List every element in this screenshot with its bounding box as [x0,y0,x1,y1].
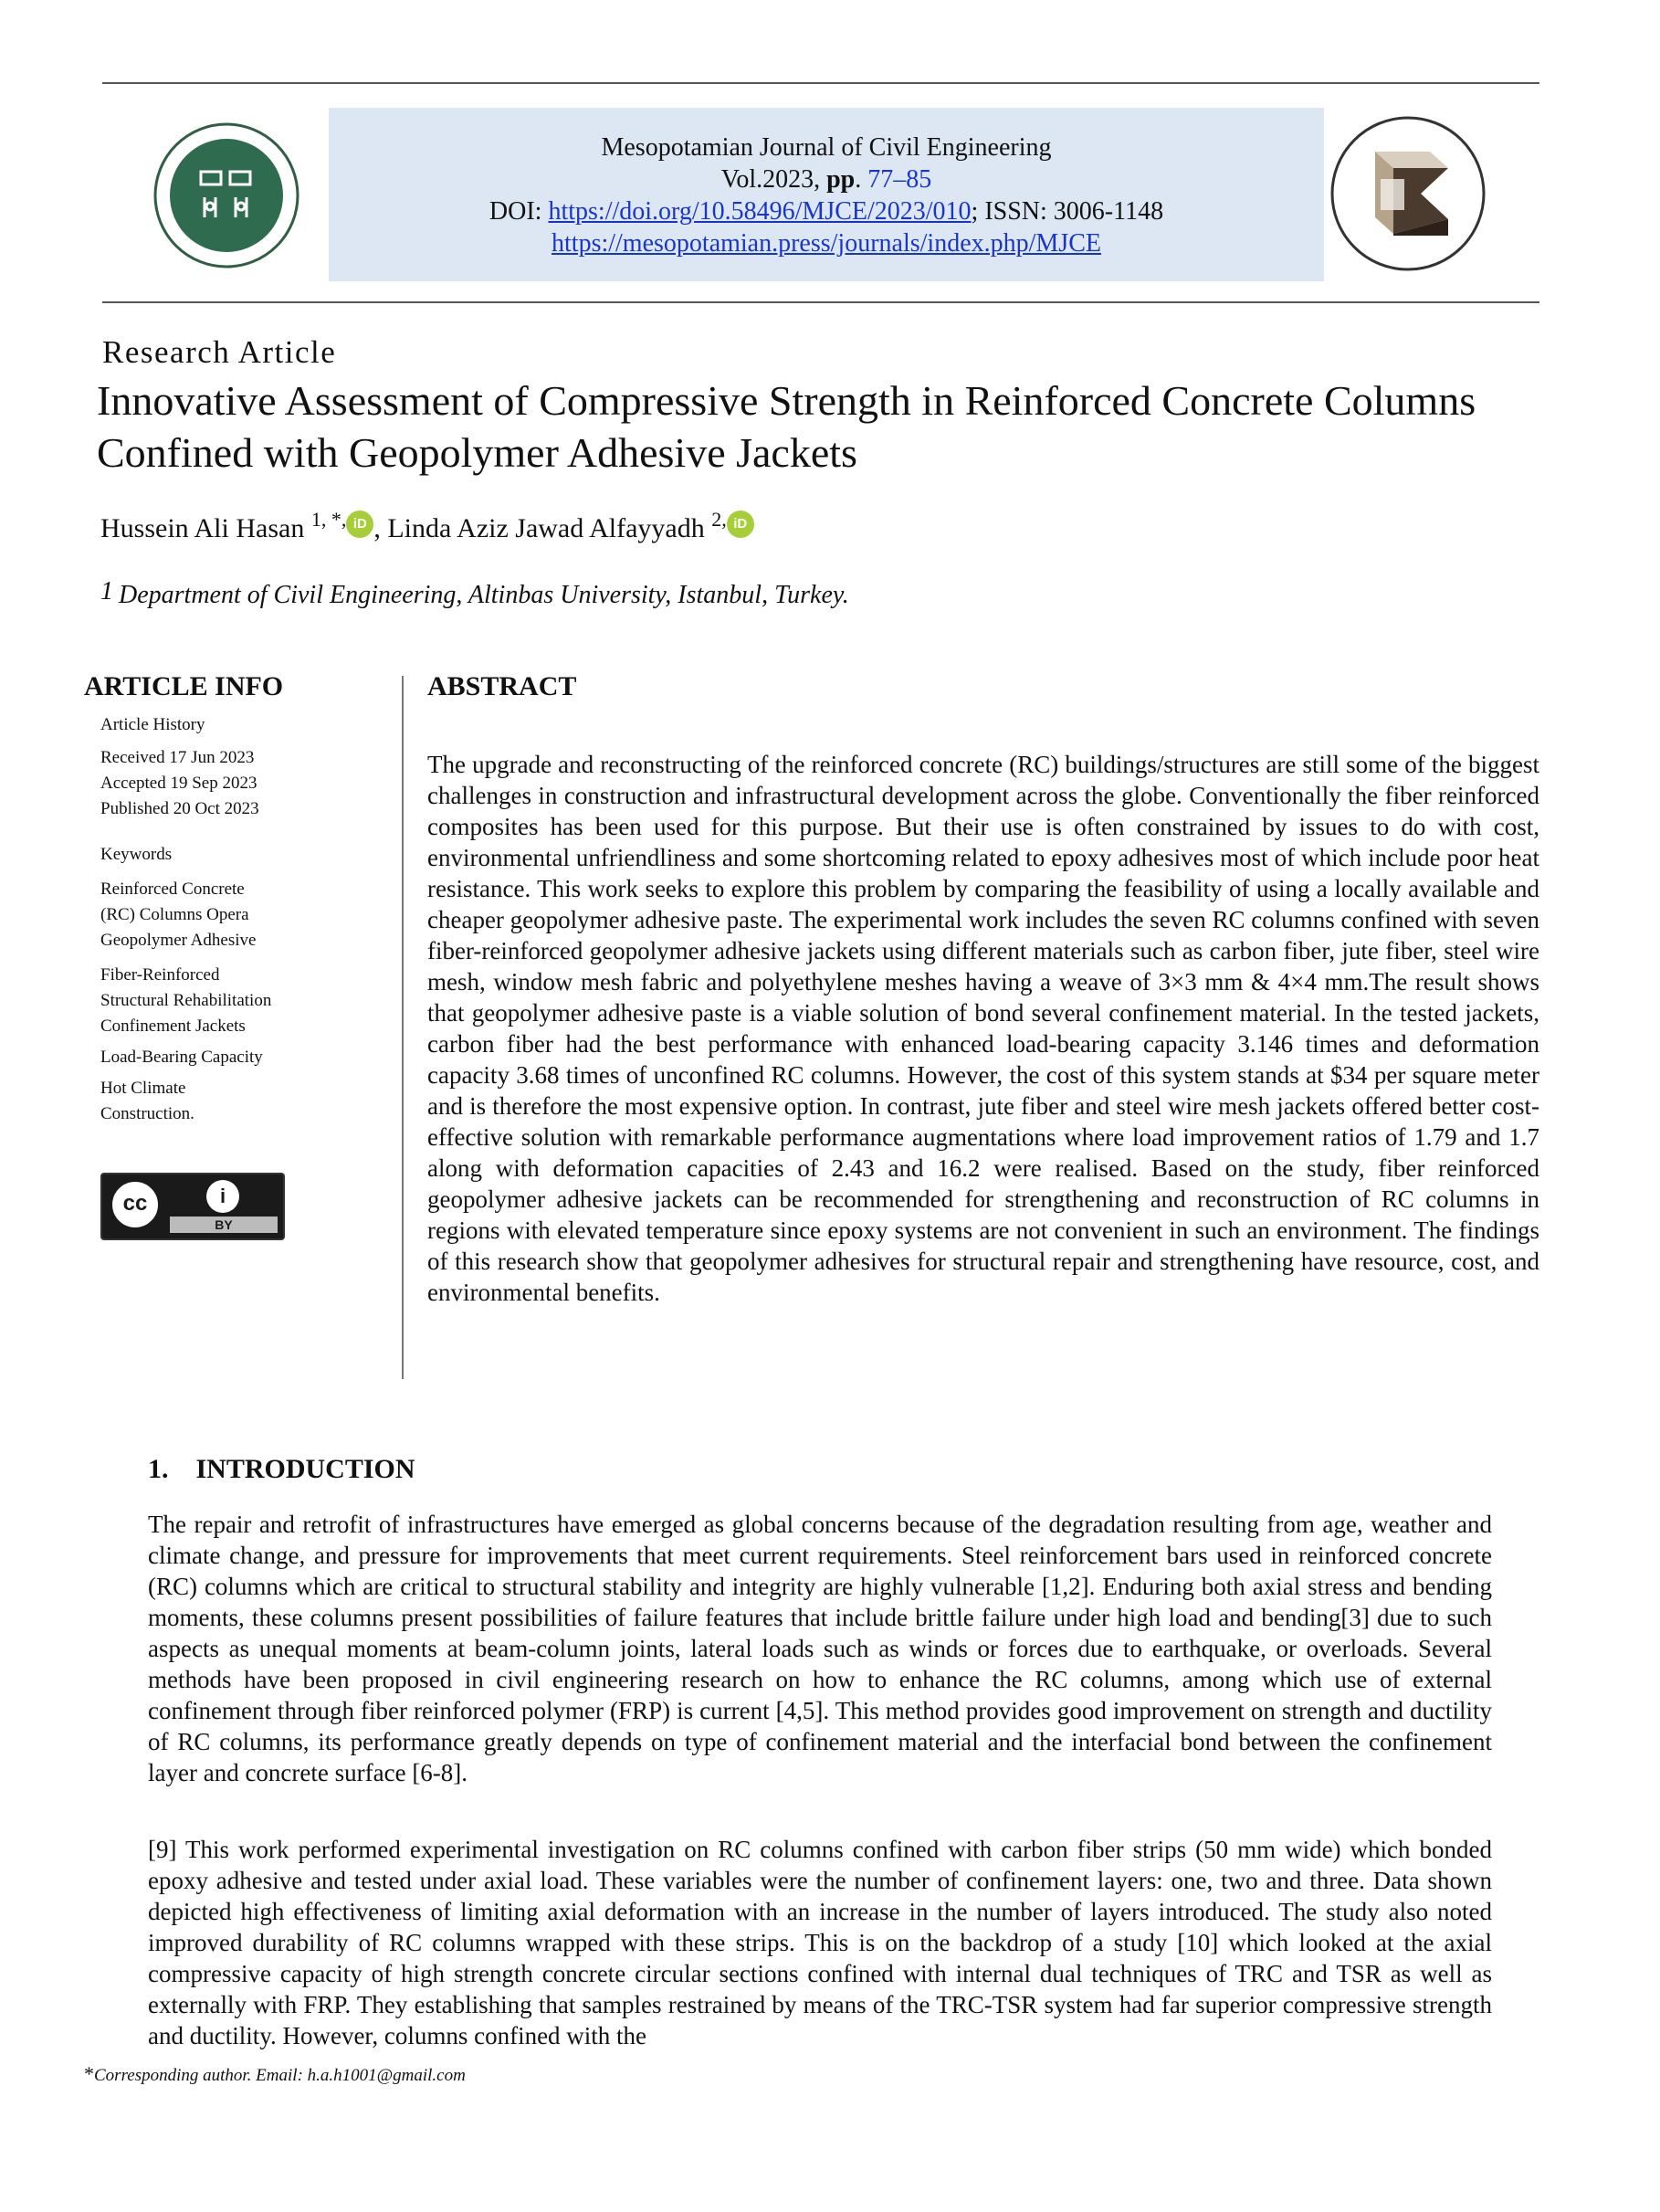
keyword-item: Structural Rehabilitation [100,991,272,1010]
corresponding-author-footnote [84,2062,466,2086]
publisher-seal-icon [153,122,299,269]
publisher-logo [153,122,299,269]
volume-text: Vol.2023, [720,165,827,194]
issn-text: ; ISSN: 3006-1148 [971,197,1164,226]
volume-line [329,163,1324,195]
doi-line [329,195,1324,227]
attribution-person-icon [206,1180,239,1213]
published-date: Published 20 Oct 2023 [100,799,259,818]
article-history-label: Article History [100,715,205,734]
keyword-item: Load-Bearing Capacity [100,1048,263,1067]
keyword-item: Fiber-Reinforced [100,965,220,985]
affiliation-text: Department of Civil Engineering, Altinbas University, Istanbul, Turkey. [119,581,849,609]
keyword-item: (RC) Columns Opera [100,905,249,924]
introduction-paragraph-2: [9] This work performed experimental investigation on RC columns confined with carbon fiber strips (50 mm wide) which bonded epoxy adhesive and tested under axial load. These variables were the number of confinement layers: one, two and three. Data shown depicted high effectiveness of limiting axial deformation with an increase in the number of layers introduced. The study also noted improved durability of RC columns wrapped with these strips. This is on the backdrop of a study [10] which looked at the axial compressive capacity of high strength concrete circular sections confined with internal dual techniques of TRC and TSR as well as externally with FRP. They establishing that samples restrained by means of the TRC-TSR system had far superior compressive strength and ductility. However, columns confined with the [148,1836,1492,2049]
header-bottom-rule [102,301,1539,303]
introduction-paragraph-1: The repair and retrofit of infrastructures have emerged as global concerns because of the degradation resulting from age, weather and climate change, and pressure for improvements that meet current requirements. Steel reinforcement bars used in reinforced concrete (RC) columns which are critical to structural stability and integrity are highly vulnerable [1,2]. Enduring both axial stress and bending moments, these columns present possibilities of failure features that include brittle failure under high load and bending[3] due to such aspects as unequal moments at beam-column joints, lateral loads such as winds or forces due to earthquake, or overloads. Several methods have been proposed in civil engineering research on how to enhance the RC columns, among which use of external confinement through fiber reinforced polymer (FRP) is current [4,5]. This method provides good improvement on strength and ductility of RC columns, its performance greatly depends on type of confinement material and the interfacial bond between the confinement layer and concrete surface [6-8]. [148,1511,1492,1786]
keyword-item: Reinforced Concrete [100,880,245,899]
introduction-heading [148,1454,415,1485]
cc-label: cc [122,1191,148,1216]
affiliation-number: 1 [100,577,113,606]
pp-label: pp [826,165,856,194]
university-logo [1329,115,1487,272]
journal-url-link[interactable]: https://mesopotamian.press/journals/index.php/MJCE [552,229,1101,258]
footnote-star: * [84,2062,94,2085]
column-divider [402,676,404,1379]
top-rule [102,82,1539,84]
article-info-heading: ARTICLE INFO [84,671,284,701]
author-1-name: Hussein Ali Hasan [100,513,311,543]
journal-name: Mesopotamian Journal of Civil Engineering [601,133,1052,162]
article-type: Research Article [102,334,337,370]
introduction-heading-text: 1. INTRODUCTION [148,1454,415,1484]
doi-label: DOI: [489,197,549,226]
by-label: BY [215,1217,233,1232]
author-2-name: , Linda Aziz Jawad Alfayyadh [373,513,712,543]
university-seal-icon [1329,115,1487,272]
by-label-strip [170,1217,278,1233]
accepted-date: Accepted 19 Sep 2023 [100,774,257,793]
page-range: 77–85 [867,165,932,194]
keyword-item: Geopolymer Adhesive [100,931,257,950]
abstract-heading: ABSTRACT [427,671,577,701]
affiliation [100,577,849,610]
article-title: Innovative Assessment of Compressive Strength in Reinforced Concrete Columns Confined with Geopolymer Adhesive Jackets [97,377,1476,476]
person-glyph: i [219,1185,226,1207]
pp-sep: . [855,165,868,194]
doi-link[interactable]: https://doi.org/10.58496/MJCE/2023/010 [548,197,972,226]
journal-header-box [329,108,1324,281]
cc-by-license-badge[interactable] [100,1173,285,1240]
author-1-affil-sup: 1, *, [310,508,347,531]
received-date: Received 17 Jun 2023 [100,748,255,767]
orcid-icon[interactable]: iD [727,511,754,538]
orcid-icon[interactable]: iD [346,511,373,538]
keyword-item: Hot Climate [100,1079,186,1098]
author-2-affil-sup: 2, [711,508,727,531]
author-line [100,508,754,544]
keywords-label: Keywords [100,845,173,864]
footnote-text: Corresponding author. Email: h.a.h1001@gmail.com [94,2066,466,2085]
abstract-text: The upgrade and reconstructing of the reinforced concrete (RC) buildings/structures are still some of the biggest challenges in construction and infrastructural development across the globe. Conventionally the fiber reinforced composites has been used for this purpose. But their use is often constrained by issues to do with cost, environmental unfriendliness and some shortcoming related to epoxy adhesives most of which include poor heat resistance. This work seeks to explore this problem by comparing the feasibility of using a locally available and cheaper geopolymer adhesive paste. The experimental work includes the seven RC columns confined with seven fiber-reinforced geopolymer adhesive jackets using different materials such as carbon fiber, jute fiber, steel wire mesh, window mesh fabric and polyethylene meshes having a weave of 3×3 mm & 4×4 mm.The result shows that geopolymer adhesive paste is a viable solution of bond several confinement material. In the tested jackets, carbon fiber had the best performance with enhanced load-bearing capacity 3.146 times and deformation capacity 3.68 times of unconfined RC columns. However, the cost of this system stands at $34 per square meter and is therefore the most expensive option. In contrast, jute fiber and steel wire mesh jackets offered better cost-effective solution with remarkable performance augmentations where load improvement ratios of 1.79 and 1.7 along with deformation capacities of 2.43 and 16.2 were realised. Based on the study, fiber reinforced geopolymer adhesive jackets can be recommended for strengthening and reconstruction of RC columns in regions with elevated temperature since epoxy systems are not convenient in such an environment. The findings of this research show that geopolymer adhesives for structural repair and strengthening have resource, cost, and environmental benefits. [427,751,1539,1306]
cc-icon [110,1179,161,1230]
keyword-item: Construction. [100,1104,194,1123]
keyword-item: Confinement Jackets [100,1016,246,1036]
journal-url-line [329,227,1324,259]
